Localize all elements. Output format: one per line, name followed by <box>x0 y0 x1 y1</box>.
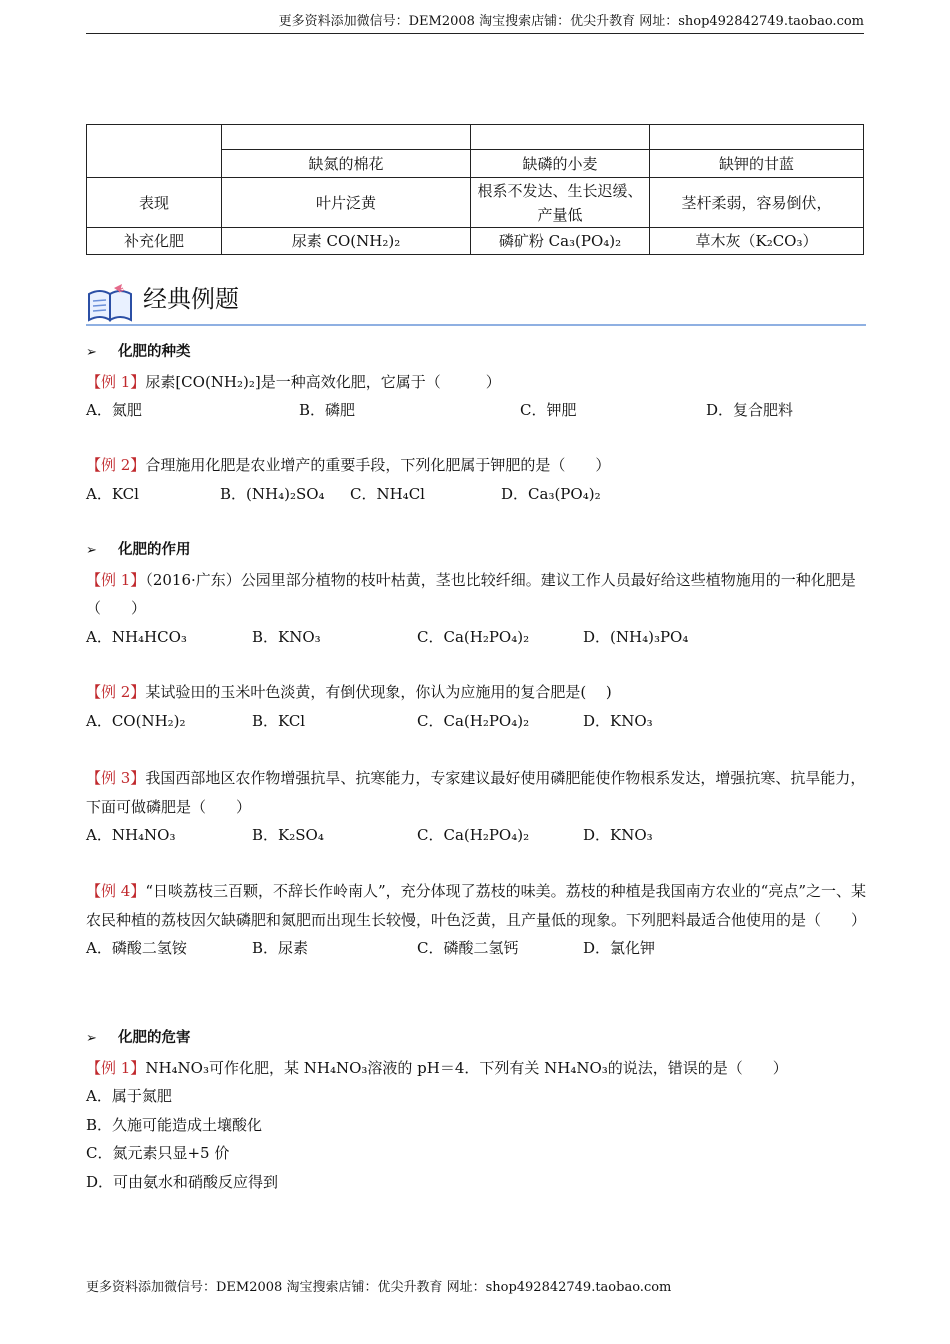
page-header: 更多资料添加微信号：DEM2008 淘宝搜索店铺：优尖升教育 网址：shop492842749.taobao.com <box>86 12 864 34</box>
subsection-types <box>86 338 866 425</box>
options-row <box>86 480 866 509</box>
example-block <box>86 764 866 850</box>
options-row <box>86 396 866 425</box>
example-block <box>86 451 866 508</box>
option-b[interactable]: B．KNO₃ <box>252 627 321 646</box>
question-text: 合理施用化肥是农业增产的重要手段，下列化肥属于钾肥的是（ ） <box>145 456 611 474</box>
subsection-title: 化肥的种类 <box>118 344 191 360</box>
table-cell: 根系不发达、生长迟缓、产量低 <box>471 178 650 228</box>
arrow-icon: ➢ <box>86 543 97 558</box>
options-row <box>86 707 866 736</box>
option-a[interactable]: A．磷酸二氢铵 <box>86 939 187 957</box>
table-row-label: 表现 <box>87 178 222 228</box>
option-b[interactable]: B．KCl <box>252 711 306 730</box>
option-c[interactable]: C．NH₄Cl <box>350 484 425 503</box>
example-label: 【例 1】 <box>86 570 146 589</box>
option-a[interactable]: A．NH₄HCO₃ <box>86 627 187 646</box>
open-book-icon <box>86 280 134 326</box>
option-b[interactable]: B．尿素 <box>252 939 309 957</box>
option-d[interactable]: D．复合肥料 <box>706 401 794 419</box>
section-divider <box>86 324 866 326</box>
options-row <box>86 821 866 850</box>
option-b[interactable]: B．K₂SO₄ <box>252 826 324 844</box>
table-header-cell: 缺钾的甘蓝 <box>650 150 864 178</box>
table-cell: 叶片泛黄 <box>222 178 471 228</box>
question-text: 某试验田的玉米叶色淡黄，有倒伏现象，你认为应施用的复合肥是( ) <box>145 683 612 701</box>
example-label: 【例 1】 <box>86 372 146 391</box>
question-text: （2016·广东）公园里部分植物的枝叶枯黄，茎也比较纤细。建议工作人员最好给这些植物施用的一种化肥是（ ） <box>86 570 856 617</box>
table-corner-cell <box>87 125 222 178</box>
option-d[interactable]: D．氯化钾 <box>583 939 656 957</box>
example-label: 【例 4】 <box>86 882 146 900</box>
example-block <box>86 877 866 963</box>
table-blank-cell <box>650 125 864 150</box>
option-c[interactable]: C．Ca(H₂PO₄)₂ <box>417 627 530 646</box>
option-a[interactable]: A．NH₄NO₃ <box>86 826 176 844</box>
options-row <box>86 623 866 652</box>
table-blank-cell <box>471 125 650 150</box>
example-label: 【例 2】 <box>86 683 146 701</box>
table-row-label: 补充化肥 <box>87 228 222 255</box>
arrow-icon: ➢ <box>86 345 97 360</box>
option-c[interactable]: C．Ca(H₂PO₄)₂ <box>417 826 530 844</box>
option-c[interactable]: C．磷酸二氢钙 <box>417 939 519 957</box>
option-d[interactable]: D．KNO₃ <box>583 711 653 730</box>
question-text: “日啖荔枝三百颗，不辞长作岭南人”，充分体现了荔枝的味美。荔枝的种植是我国南方农业的“亮点”之一、某农民种植的荔枝因欠缺磷肥和氮肥而出现生长较慢，叶色泛黄，且产量低的现象。下列肥料最适合他使用的是（ ） <box>86 882 867 929</box>
option-a[interactable]: A．属于氮肥 <box>86 1087 172 1105</box>
table-header-cell: 缺氮的棉花 <box>222 150 471 178</box>
subsection-effects <box>86 536 866 651</box>
option-a[interactable]: A．KCl <box>86 484 139 503</box>
option-d[interactable]: D．Ca₃(PO₄)₂ <box>501 484 601 503</box>
option-c[interactable]: C．Ca(H₂PO₄)₂ <box>417 711 530 730</box>
table-cell: 草木灰（K₂CO₃） <box>650 228 864 255</box>
section-title: 经典例题 <box>143 285 239 313</box>
arrow-icon: ➢ <box>86 1031 97 1046</box>
subsection-title: 化肥的危害 <box>118 1030 191 1046</box>
table-header-cell: 缺磷的小麦 <box>471 150 650 178</box>
example-label: 【例 3】 <box>86 769 146 787</box>
subsection-title: 化肥的作用 <box>118 542 191 558</box>
option-d[interactable]: D．KNO₃ <box>583 826 653 844</box>
option-b[interactable]: B．(NH₄)₂SO₄ <box>220 484 325 503</box>
option-c[interactable]: C．氮元素只显+5 价 <box>86 1144 230 1162</box>
question-text: 尿素[CO(NH₂)₂]是一种高效化肥，它属于（ ） <box>145 372 501 391</box>
table-cell: 尿素 CO(NH₂)₂ <box>222 228 471 255</box>
table-cell: 磷矿粉 Ca₃(PO₄)₂ <box>471 228 650 255</box>
table-cell: 茎杆柔弱，容易倒伏， <box>650 178 864 228</box>
subsection-hazards <box>86 1024 866 1196</box>
option-c[interactable]: C．钾肥 <box>520 401 577 419</box>
option-a[interactable]: A．氮肥 <box>86 401 142 419</box>
option-d[interactable]: D．(NH₄)₃PO₄ <box>583 627 689 646</box>
fertilizer-table <box>86 124 864 255</box>
example-block <box>86 678 866 735</box>
example-label: 【例 1】 <box>86 1058 146 1077</box>
option-d[interactable]: D．可由氨水和硝酸反应得到 <box>86 1172 279 1191</box>
example-label: 【例 2】 <box>86 456 146 474</box>
page-footer: 更多资料添加微信号：DEM2008 淘宝搜索店铺：优尖升教育 网址：shop492842749.taobao.com <box>86 1280 672 1295</box>
option-b[interactable]: B．久施可能造成土壤酸化 <box>86 1115 263 1134</box>
question-text: 我国西部地区农作物增强抗旱、抗寒能力，专家建议最好使用磷肥能使作物根系发达，增强抗寒、抗旱能力，下面可做磷肥是（ ） <box>86 769 866 816</box>
question-text: NH₄NO₃可作化肥，某 NH₄NO₃溶液的 pH＝4．下列有关 NH₄NO₃的说法，错误的是（ ） <box>145 1058 788 1077</box>
options-row <box>86 934 866 963</box>
section-heading <box>86 280 866 328</box>
option-b[interactable]: B．磷肥 <box>299 401 356 419</box>
table-blank-cell <box>222 125 471 150</box>
option-a[interactable]: A．CO(NH₂)₂ <box>86 711 186 730</box>
